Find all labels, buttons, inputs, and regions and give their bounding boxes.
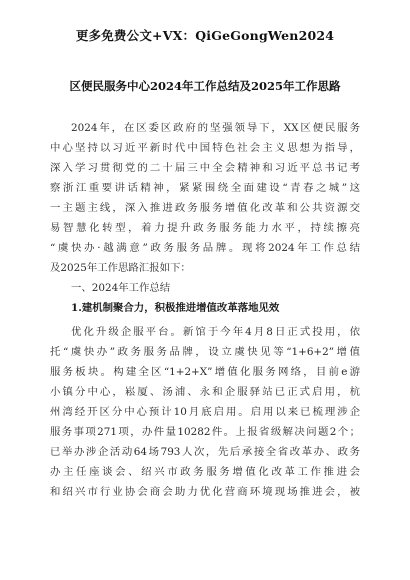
paragraph-line: 中心坚持以习近平新时代中国特色社会主义思想为指导， bbox=[50, 142, 360, 154]
document-title: 区便民服务中心2024年工作总结及2025年工作思路 bbox=[69, 79, 341, 93]
paragraph-line: 和绍兴市行业协会商会助力优化营商环境现场推进会，被 bbox=[50, 486, 360, 498]
paragraph-line: 察浙江重要讲话精神，紧紧围绕全面建设“青春之城”这 bbox=[50, 182, 360, 194]
paragraph-line: 深入学习贯彻党的二十届三中全会精神和习近平总书记考 bbox=[50, 162, 360, 174]
paragraph-line: 小镇分中心，崧厦、汤浦、永和企服驿站已正式启用，杭 bbox=[50, 386, 360, 398]
paragraph-line: 已举办涉企活动64场793人次，先后承接全省改革办、政务 bbox=[50, 446, 360, 458]
section-heading: 一、2024年工作总结 bbox=[71, 282, 171, 294]
paragraph-line: 2024年，在区委区政府的坚强领导下，XX区便民服务 bbox=[71, 122, 360, 134]
paragraph-line: 州湾经开区分中心预计10月底启用。启用以来已梳理涉企 bbox=[50, 406, 360, 418]
paragraph-line: 服务板块。构建全区“1+2+X”增值化服务网络，目前e游 bbox=[50, 366, 360, 378]
paragraph-line: 服务事项271项，办件量10282件。上报省级解决问题2个； bbox=[50, 426, 360, 438]
paragraph-line: “虞快办·越满意”政务服务品牌。现将2024年工作总结 bbox=[50, 242, 360, 254]
paragraph-line: 托“虞快办”政务服务品牌，设立虞快见等“1+6+2”增值 bbox=[50, 346, 360, 358]
paragraph-line: 优化升级企服平台。新馆于今年4月8日正式投用，依 bbox=[71, 326, 360, 338]
watermark-header: 更多免费公文+VX：QiGeGongWen2024 bbox=[75, 28, 335, 43]
paragraph-line: 一主题主线，深入推进政务服务增值化改革和公共资源交 bbox=[50, 202, 360, 214]
paragraph-line: 办主任座谈会、绍兴市政务服务增值化改革工作推进会 bbox=[50, 466, 360, 478]
subsection-heading: 1.建机制聚合力，积极推进增值改革落地见效 bbox=[71, 302, 280, 314]
paragraph-line: 及2025年工作思路汇报如下： bbox=[50, 262, 191, 274]
paragraph-line: 易智慧化转型，着力提升政务服务能力水平，持续擦亮 bbox=[50, 222, 360, 234]
